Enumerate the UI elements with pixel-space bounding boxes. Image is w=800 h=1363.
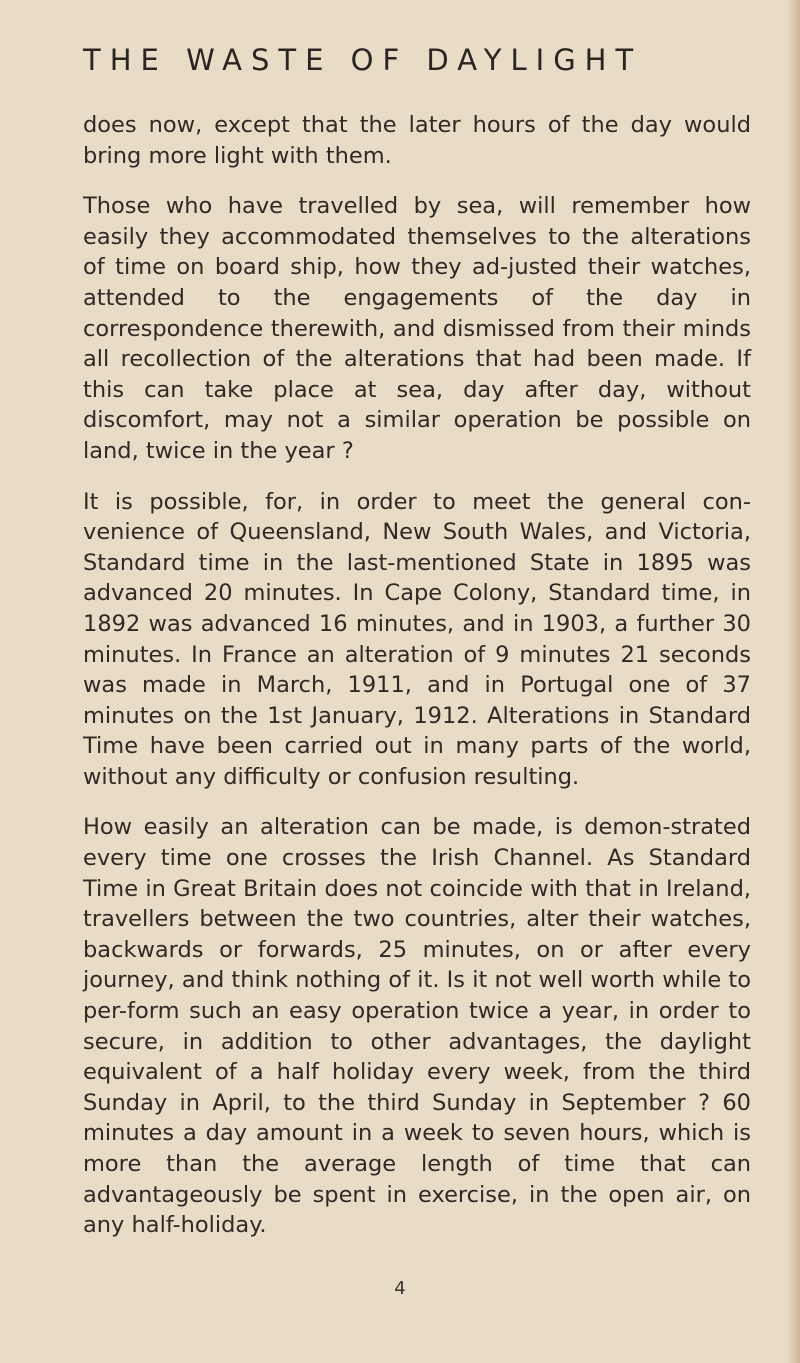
- page-number: 4: [394, 1278, 406, 1299]
- running-title: THE WASTE OF DAYLIGHT: [83, 43, 643, 77]
- paragraph-sea-travel: Those who have travelled by sea, will remember how easily they accommodated themselves to the alterations of time on board ship, how they ad-justed their watches, attended to the engagements of the day in correspondence therewith, and dismissed from their minds all recollection of the alterations that had been made. If this can take place at sea, day after day, without discomfort, may not a similar operation be possible on land, twice in the year ?: [83, 193, 751, 464]
- paragraph-standard-time-changes: It is possible, for, in order to meet the general con-venience of Queensland, New South Wales, and Victoria, Standard time in the last-mentioned State in 1895 was advanced 20 minutes. In Cape Colony, Standard time, in 1892 was advanced 16 minutes, and in 1903, a further 30 minutes. In France an alteration of 9 minutes 21 seconds was made in March, 1911, and in Portugal one of 37 minutes on the 1st January, 1912. Alterations in Standard Time have been carried out in many parts of the world, without any difficulty or confusion resulting.: [83, 488, 751, 790]
- paragraph-continuation: does now, except that the later hours of the day would bring more light with them.: [83, 112, 751, 169]
- page-edge-shadow: [786, 0, 800, 1363]
- body-text: [83, 110, 751, 1261]
- paragraph-irish-channel: How easily an alteration can be made, is demon-strated every time one crosses the Irish Channel. As Standard Time in Great Britain does not coincide with that in Ireland, travellers between the two countries, alter their watches, backwards or forwards, 25 minutes, on or after every journey, and think nothing of it. Is it not well worth while to per-form such an easy operation twice a year, in order to secure, in addition to other advantages, the daylight equivalent of a half holiday every week, from the third Sunday in April, to the third Sunday in September ? 60 minutes a day amount in a week to seven hours, which is more than the average length of time that can advantageously be spent in exercise, in the open air, on any half-holiday.: [83, 814, 751, 1239]
